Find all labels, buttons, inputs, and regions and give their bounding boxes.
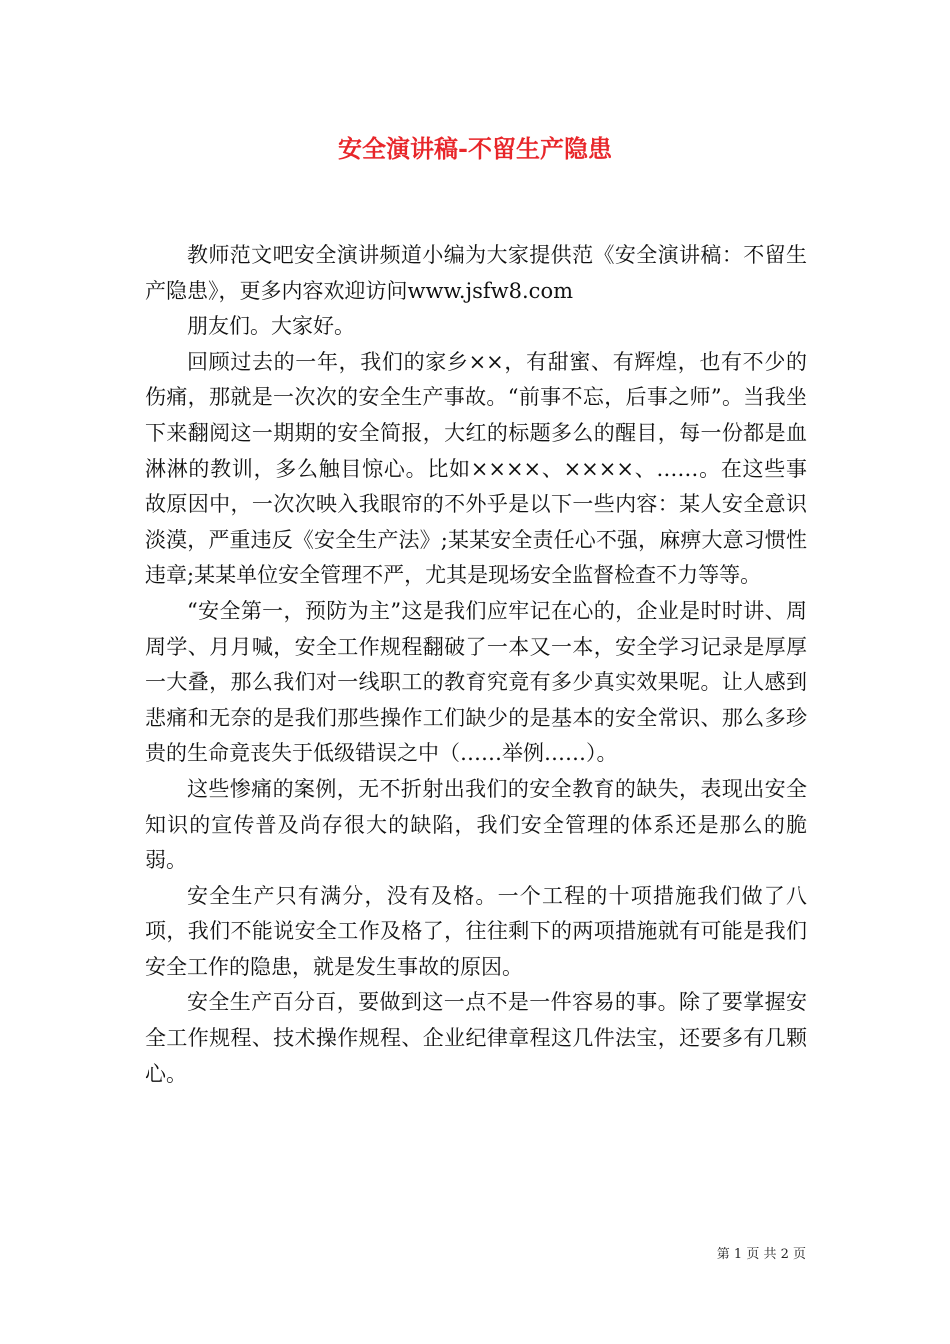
paragraph-greeting: 朋友们。大家好。 <box>187 314 355 339</box>
page-title: 安全演讲稿-不留生产隐患 <box>338 134 612 163</box>
paragraph-review: 回顾过去的一年，我们的家乡××，有甜蜜、有辉煌，也有不少的伤痛，那就是一次次的安全生产事故。“前事不忘，后事之师”。当我坐下来翻阅这一期期的安全简报，大红的标题多么的醒目，每一份都是血淋淋的教训，多么触目惊心。比如××××、××××、……。在这些事故原因中，一次次映入我眼帘的不外乎是以下一些内容：某人安全意识淡漠，严重违反《安全生产法》;某某安全责任心不强，麻痹大意习惯性违章;某某单位安全管理不严，尤其是现场安全监督检查不力等等。 <box>145 349 807 588</box>
paragraph-intro: 教师范文吧安全演讲频道小编为大家提供范《安全演讲稿：不留生产隐患》，更多内容欢迎访问www.jsfw8.com <box>145 243 807 303</box>
paragraph-safety-first: “安全第一，预防为主”这是我们应牢记在心的，企业是时时讲、周周学、月月喊，安全工作规程翻破了一本又一本，安全学习记录是厚厚一大叠，那么我们对一线职工的教育究竟有多少真实效果呢。让人感到悲痛和无奈的是我们那些操作工们缺少的是基本的安全常识、那么多珍贵的生命竟丧失于低级错误之中（……举例……）。 <box>145 598 807 766</box>
paragraph-cases: 这些惨痛的案例，无不折射出我们的安全教育的缺失，表现出安全知识的宣传普及尚存很大的缺陷，我们安全管理的体系还是那么的脆弱。 <box>145 776 807 873</box>
document-body <box>145 238 807 1092</box>
page-number: 第 1 页 共 2 页 <box>716 1247 806 1262</box>
paragraph-hundred-percent: 安全生产百分百，要做到这一点不是一件容易的事。除了要掌握安全工作规程、技术操作规程、企业纪律章程这几件法宝，还要多有几颗心。 <box>145 990 807 1086</box>
paragraph-full-score: 安全生产只有满分，没有及格。一个工程的十项措施我们做了八项，我们不能说安全工作及格了，往往剩下的两项措施就有可能是我们安全工作的隐患，就是发生事故的原因。 <box>145 883 807 979</box>
